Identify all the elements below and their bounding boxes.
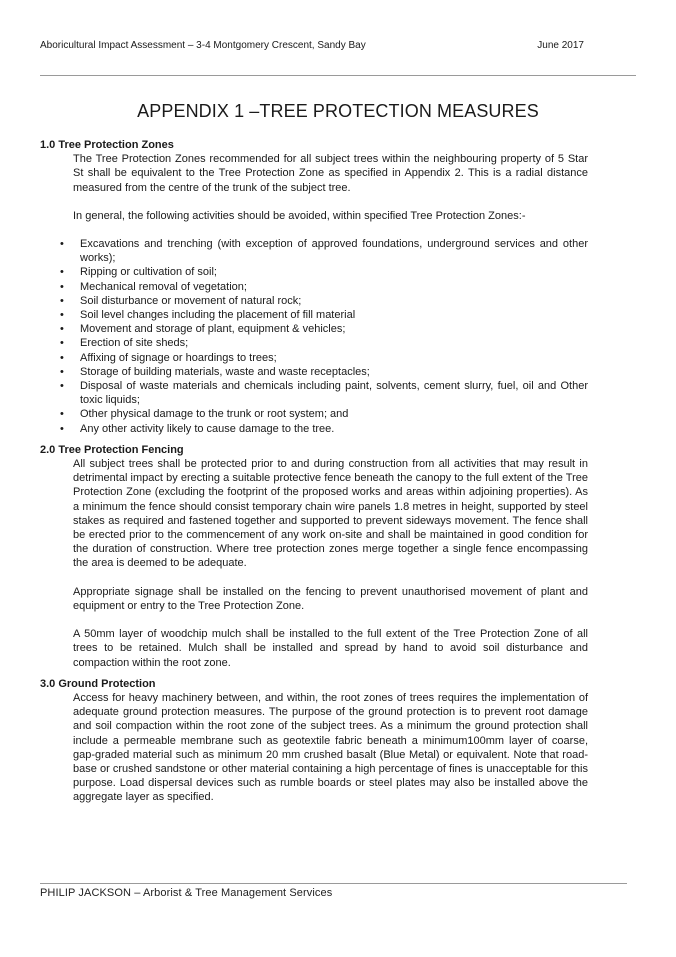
list-item: • Ripping or cultivation of soil; [60,266,217,279]
list-item: • Soil disturbance or movement of natural rock; [60,294,302,307]
bullet-icon: • [60,422,64,435]
bullet-icon: • [60,266,64,279]
section-2-heading: 2.0 Tree Protection Fencing [40,443,184,456]
page-footer: PHILIP JACKSON – Arborist & Tree Management Services [40,887,333,899]
bullet-icon: • [60,365,64,378]
list-item: • Any other activity likely to cause damage to the tree. [60,422,335,435]
section-2-paragraph-1: All subject trees shall be protected prior to and during construction from all activities that may result in detrimental impact by erecting a suitable protective fence beneath the canopy to the full extent of the Tree Protection Zone (excluding the footprint of the proposed works and areas within adjoining properties). As a minimum the fence should consist temporary chain wire panels 1.8 metres in height, supported by steel stakes as required and fastened together and supported to prevent sideways movement. The fence shall be erected prior to the commencement of any work on-site and shall be maintained in good condition for the duration of construction. Where tree protection zones merge together a single fence encompassing the area is deemed to be adequate. [73,458,588,570]
page-header [40,40,584,54]
list-item: • Other physical damage to the trunk or root system; and [60,408,349,421]
list-item: • Excavations and trenching (with exception of approved foundations, underground services and other works); [60,238,588,265]
header-divider [40,75,636,76]
avoided-activities-list [40,237,588,436]
list-item: • Movement and storage of plant, equipment & vehicles; [60,323,346,336]
list-item: • Affixing of signage or hoardings to trees; [60,351,277,364]
bullet-icon: • [60,323,64,336]
bullet-icon: • [60,280,64,293]
page-title: APPENDIX 1 –TREE PROTECTION MEASURES [137,101,539,121]
footer-divider [40,883,627,884]
section-3-paragraph-1: Access for heavy machinery between, and within, the root zones of trees requires the implementation of adequate ground protection measures. The purpose of the ground protection is to prevent root damage and soil compaction within the root zone of the subject trees. As a minimum the ground protection shall include a permeable membrane such as geotextile fabric beneath a minimum100mm layer of coarse, gap-graded material such as minimum 20 mm crushed basalt (Blue Metal) or equivalent. Note that road-base or crushed sandstone or other material containing a high percentage of fines is unacceptable for this purpose. Load dispersal devices such as rumble boards or steel plates may also be installed above the aggregate layer as specified. [73,691,588,804]
list-item: • Mechanical removal of vegetation; [60,280,247,293]
section-3-heading: 3.0 Ground Protection [40,677,156,690]
bullet-icon: • [60,408,64,421]
bullet-icon: • [60,309,64,322]
list-item: • Disposal of waste materials and chemicals including paint, solvents, cement slurry, fuel, oil and Other toxic liquids; [60,380,588,407]
section-2-paragraph-2: Appropriate signage shall be installed on the fencing to prevent unauthorised movement of plant and equipment or entry to the Tree Protection Zone. [73,585,588,612]
section-1-heading: 1.0 Tree Protection Zones [40,139,174,151]
header-document-title: Aboricultural Impact Assessment – 3-4 Montgomery Crescent, Sandy Bay [40,40,366,51]
bullet-icon: • [60,351,64,364]
bullet-icon: • [60,294,64,307]
section-1-paragraph-2: In general, the following activities should be avoided, within specified Tree Protection Zones:- [73,209,526,222]
bullet-icon: • [60,380,64,393]
document-body [40,138,588,805]
bullet-icon: • [60,238,64,251]
header-date: June 2017 [537,40,584,51]
bullet-icon: • [60,337,64,350]
list-item: • Storage of building materials, waste and waste receptacles; [60,365,370,378]
list-item: • Soil level changes including the placement of fill material [60,309,356,322]
section-2-paragraph-3: A 50mm layer of woodchip mulch shall be installed to the full extent of the Tree Protection Zone of all trees to be retained. Mulch shall be installed and spread by hand to avoid soil disturbance and compaction within the root zone. [73,628,588,669]
section-1-paragraph-1: The Tree Protection Zones recommended for all subject trees within the neighbouring property of 5 Star St shall be equivalent to the Tree Protection Zone as specified in Appendix 2. This is a radial distance measured from the centre of the trunk of the subject tree. [73,153,588,194]
list-item: • Erection of site sheds; [60,337,189,350]
